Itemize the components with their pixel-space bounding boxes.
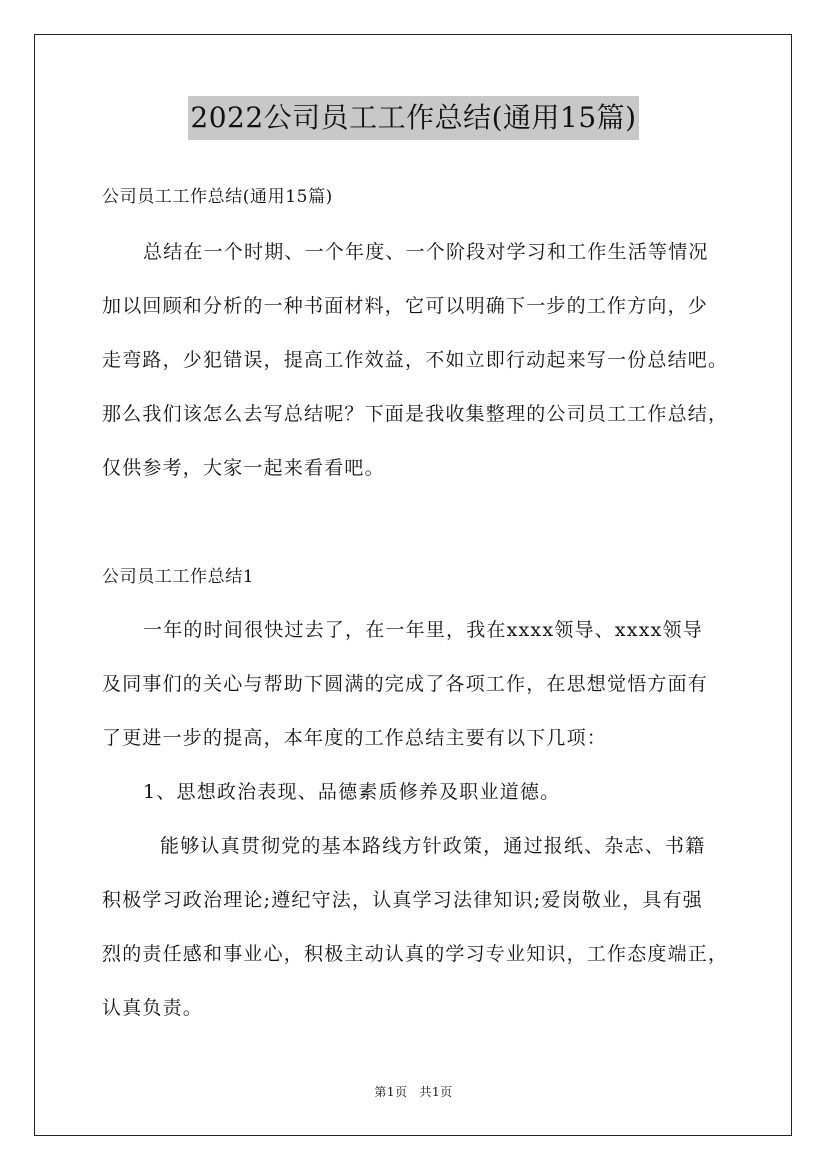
paragraph-line: 总结在一个时期、一个年度、一个阶段对学习和工作生活等情况 (143, 241, 709, 263)
paragraph-line: 认真负责。 (102, 997, 204, 1019)
paragraph-line: 积极学习政治理论;遵纪守法，认真学习法律知识;爱岗敬业，具有强 (102, 889, 704, 911)
paragraph-line: 一年的时间很快过去了，在一年里，我在xxxx领导、xxxx领导 (143, 619, 703, 641)
paragraph-line: 走弯路，少犯错误，提高工作效益，不如立即行动起来写一份总结吧。 (102, 349, 729, 371)
document-subtitle: 公司员工工作总结(通用15篇) (102, 187, 333, 207)
page-total: 共1页 (419, 1085, 453, 1099)
paragraph-line: 及同事们的关心与帮助下圆满的完成了各项工作，在思想觉悟方面有 (102, 673, 709, 695)
section-heading: 公司员工工作总结1 (102, 567, 255, 587)
paragraph-line: 了更进一步的提高，本年度的工作总结主要有以下几项： (102, 727, 608, 749)
item-heading: 1、思想政治表现、品德素质修养及职业道德。 (143, 781, 561, 803)
paragraph-line: 加以回顾和分析的一种书面材料，它可以明确下一步的工作方向，少 (102, 295, 709, 317)
paragraph-line: 烈的责任感和事业心，积极主动认真的学习专业知识，工作态度端正， (102, 943, 729, 965)
page-number: 第1页 (374, 1085, 408, 1099)
paragraph-line: 那么我们该怎么去写总结呢？下面是我收集整理的公司员工工作总结， (102, 403, 729, 425)
paragraph-line: 仅供参考，大家一起来看看吧。 (102, 457, 385, 479)
page-footer (0, 1083, 827, 1100)
paragraph-line: 能够认真贯彻党的基本路线方针政策，通过报纸、杂志、书籍 (160, 835, 706, 857)
document-title: 2022公司员工工作总结(通用15篇) (188, 96, 638, 140)
title-container (0, 96, 827, 140)
